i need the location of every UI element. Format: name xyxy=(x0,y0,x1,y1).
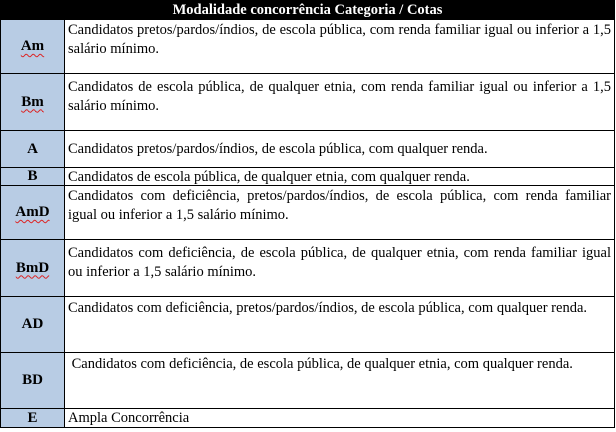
table-row xyxy=(1,168,615,186)
category-description: Candidatos de escola pública, de qualquer etnia, com renda familiar igual ou inferior a 1,5 salário mínimo. xyxy=(68,79,611,114)
table-row xyxy=(1,240,615,297)
category-code: B xyxy=(27,168,38,184)
category-description-cell xyxy=(65,74,615,131)
category-code-cell xyxy=(1,131,65,168)
category-description: Candidatos com deficiência, pretos/pardos/índios, de escola pública, com qualquer renda. xyxy=(68,300,588,316)
category-code: AmD xyxy=(15,204,50,220)
category-code-cell xyxy=(1,20,65,74)
category-code-cell xyxy=(1,297,65,353)
category-description-cell xyxy=(65,20,615,74)
table-header-row xyxy=(1,1,615,20)
table-row xyxy=(1,297,615,353)
category-description-cell xyxy=(65,186,615,240)
category-code: AD xyxy=(21,316,44,332)
category-description: Candidatos com deficiência, de escola pública, de qualquer etnia, com renda familiar igual ou inferior a 1,5 salário mínimo. xyxy=(68,245,611,280)
category-description-cell xyxy=(65,409,615,428)
category-description: Candidatos de escola pública, de qualquer etnia, com qualquer renda. xyxy=(68,168,470,185)
category-description: Candidatos com deficiência, pretos/pardos/índios, de escola pública, com renda familiar igual ou inferior a 1,5 salário mínimo. xyxy=(68,188,611,223)
category-description-cell xyxy=(65,297,615,353)
category-code-cell xyxy=(1,353,65,409)
category-description: Ampla Concorrência xyxy=(68,409,190,426)
category-description-cell xyxy=(65,353,615,409)
table-row xyxy=(1,409,615,428)
category-code-cell xyxy=(1,409,65,428)
category-code-cell xyxy=(1,186,65,240)
category-code: BD xyxy=(22,372,43,388)
category-code-cell xyxy=(1,168,65,186)
category-description: Candidatos pretos/pardos/índios, de escola pública, com qualquer renda. xyxy=(68,141,488,157)
table-row xyxy=(1,20,615,74)
category-description: Candidatos pretos/pardos/índios, de escola pública, com renda familiar igual ou inferior a 1,5 salário mínimo. xyxy=(68,22,611,57)
category-code: E xyxy=(27,409,38,426)
category-code: A xyxy=(27,140,38,157)
table-header: Modalidade concorrência Categoria / Cotas xyxy=(1,1,615,20)
table-row xyxy=(1,186,615,240)
category-code: BmD xyxy=(15,259,50,276)
category-description-cell xyxy=(65,168,615,186)
category-description-cell xyxy=(65,131,615,168)
category-code: Bm xyxy=(21,93,44,110)
category-description: Candidatos com deficiência, de escola pública, de qualquer etnia, com qualquer renda. xyxy=(68,356,573,372)
category-code-cell xyxy=(1,240,65,297)
table-row xyxy=(1,131,615,168)
category-description-cell xyxy=(65,240,615,297)
category-code: Am xyxy=(20,38,45,54)
table-row xyxy=(1,74,615,131)
category-code-cell xyxy=(1,74,65,131)
table-row xyxy=(1,353,615,409)
